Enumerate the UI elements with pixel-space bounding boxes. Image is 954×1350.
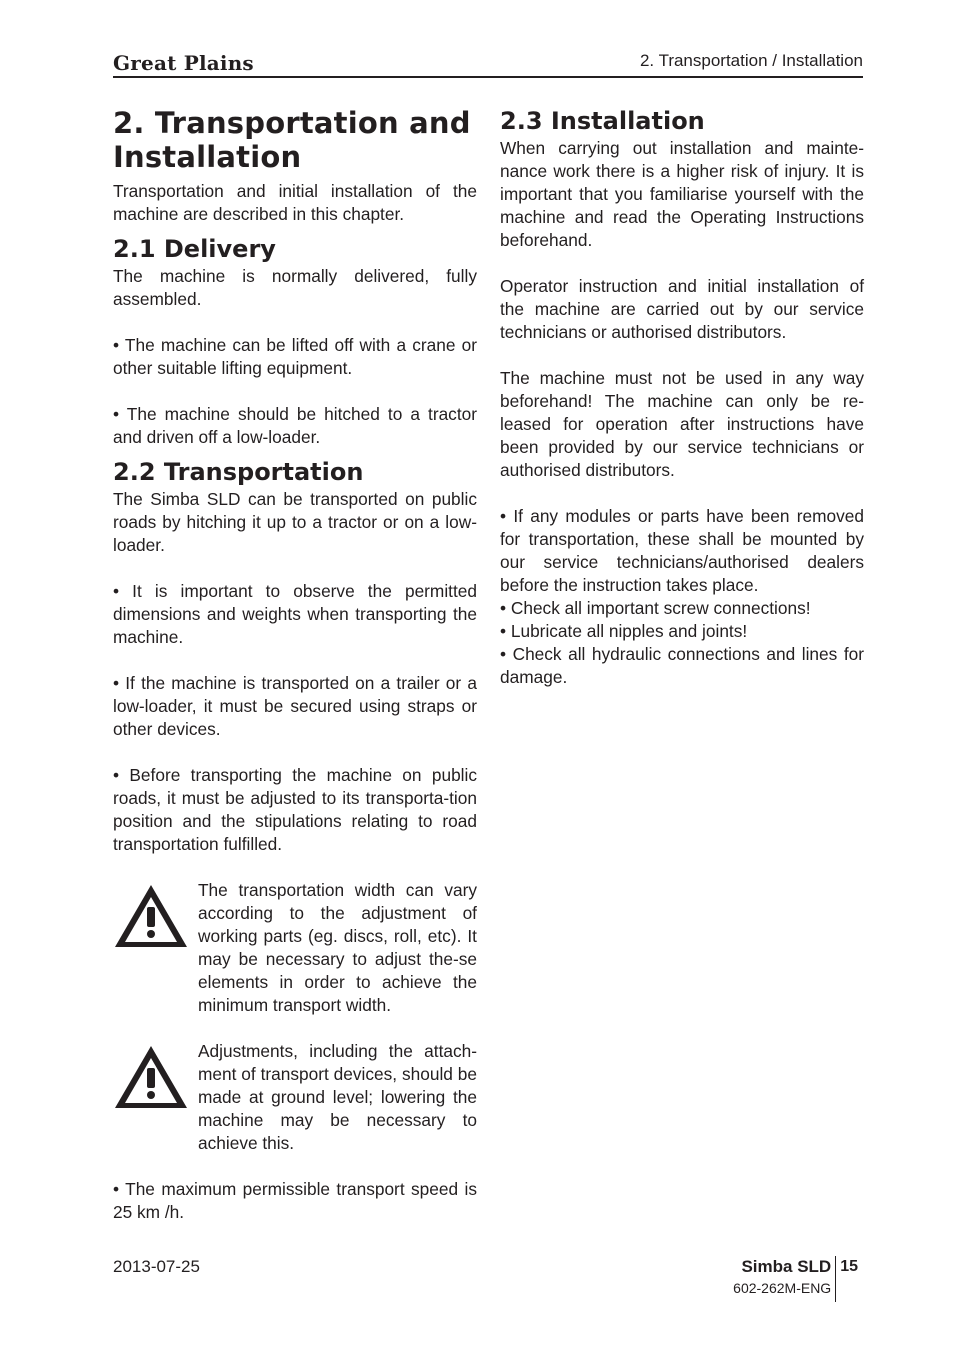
- delivery-heading: 2.1 Delivery: [113, 235, 276, 263]
- footer-model-block: [733, 1256, 836, 1302]
- transportation-bullet: • If the machine is transported on a trailer or a low-loader, it must be secured using straps or other devices.: [113, 673, 477, 739]
- document-number: 602-262M-ENG: [733, 1280, 832, 1296]
- delivery-paragraph: The machine is normally delivered, fully assembled.: [113, 266, 477, 309]
- warning-note: [113, 1040, 477, 1155]
- running-section-title: 2. Transportation / Installation: [639, 51, 863, 70]
- right-column: [500, 104, 864, 689]
- left-column: [113, 104, 477, 1224]
- installation-bullet: • Check all hydraulic connections and lines for damage.: [500, 644, 864, 687]
- warning-text: The transportation width can vary according to the adjustment of working parts (eg. discs, roll, etc). It may be necessary to adjust the-se elements in order to achieve the minimum transport width.: [198, 880, 477, 1015]
- warning-note: [113, 879, 477, 1017]
- footer-date: 2013-07-25: [113, 1257, 200, 1276]
- warning-triangle-icon: [113, 879, 198, 955]
- installation-paragraph: The machine must not be used in any way beforehand! The machine can only be re-leased for operation after instructions have been provided by our service technicians or authorised distributors.: [500, 368, 864, 480]
- delivery-bullet: • The machine can be lifted off with a crane or other suitable lifting equipment.: [113, 335, 477, 378]
- transportation-paragraph: The Simba SLD can be transported on public roads by hitching it up to a tractor or on a low-loader.: [113, 489, 477, 555]
- delivery-bullet: • The machine should be hitched to a tractor and driven off a low-loader.: [113, 404, 477, 447]
- warning-triangle-icon: [113, 1040, 198, 1116]
- brand-logo: Great Plains: [113, 51, 254, 75]
- chapter-intro: Transportation and initial installation of the machine are described in this chapter.: [113, 181, 477, 224]
- installation-paragraph: Operator instruction and initial installation of the machine are carried out by our service technicians or authorised distributors.: [500, 276, 864, 342]
- installation-bullet: • If any modules or parts have been removed for transportation, these shall be mounted by our service technicians/authorised dealers before the instruction takes place.: [500, 506, 864, 595]
- transportation-bullet: • It is important to observe the permitted dimensions and weights when transporting the machine.: [113, 581, 477, 647]
- transportation-bullet: • Before transporting the machine on public roads, it must be adjusted to its transporta-tion position and the stipulations relating to road transportation fulfilled.: [113, 765, 477, 854]
- page-header: [113, 48, 863, 78]
- installation-bullet: • Check all important screw connections!: [500, 598, 811, 618]
- installation-bullet: • Lubricate all nipples and joints!: [500, 621, 748, 641]
- footer-info: [733, 1256, 858, 1302]
- warning-text: Adjustments, including the attach-ment of transport devices, should be made at ground level; lowering the machine may be necessary to achieve this.: [198, 1041, 477, 1153]
- transportation-heading: 2.2 Transportation: [113, 458, 364, 486]
- installation-heading: 2.3 Installation: [500, 107, 705, 135]
- installation-paragraph: When carrying out installation and mainte-nance work there is a higher risk of injury. It is important that you familiarise yourself with the machine and read the Operating Instructions beforehand.: [500, 138, 864, 250]
- transportation-bullet: • The maximum permissible transport speed is 25 km /h.: [113, 1179, 477, 1222]
- page-number: 15: [840, 1258, 858, 1275]
- chapter-title: 2. Transportation and Installation: [113, 106, 471, 174]
- model-name: Simba SLD: [741, 1257, 832, 1276]
